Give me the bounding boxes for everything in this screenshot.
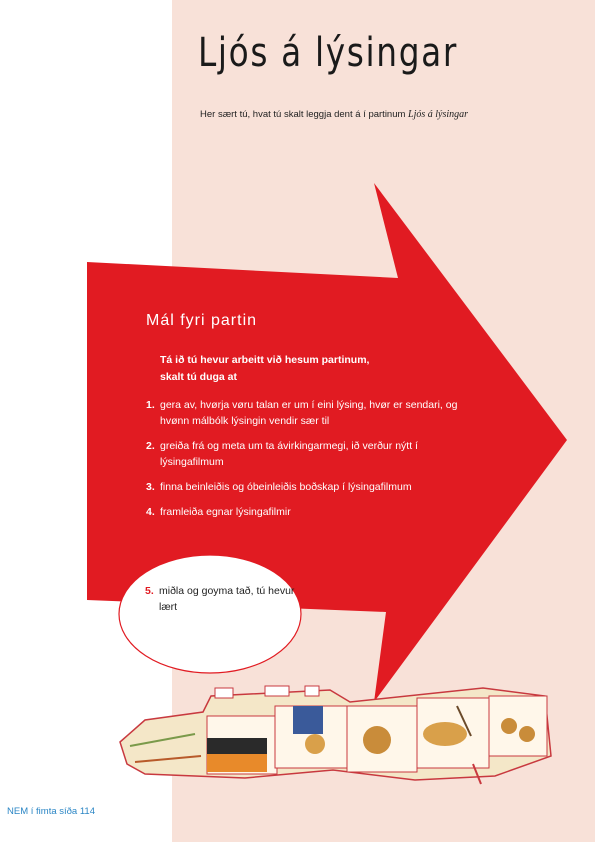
goal-text: gera av, hvørja vøru talan er um í eini lýsing, hvør er sendari, og hvønn málbólk lýsingin vendir sær til	[160, 399, 458, 427]
subtitle-text: Her sært tú, hvat tú skalt leggja dent á í partinum	[200, 109, 406, 120]
goal-number: 4.	[146, 506, 155, 518]
goal-text: framleiða egnar lýsingafilmir	[160, 506, 291, 518]
goal-item-5	[145, 583, 295, 615]
goal-number: 5.	[145, 585, 154, 597]
page-title: Ljós á lýsingar	[198, 30, 459, 76]
goal-number: 3.	[146, 481, 155, 493]
goal-number: 1.	[146, 399, 155, 411]
goal-list	[146, 397, 476, 529]
intro-line-1: Tá ið tú hevur arbeitt við hesum partinum,	[160, 354, 370, 366]
goal-item-4	[146, 504, 476, 520]
intro-line-2: skalt tú duga at	[160, 371, 238, 383]
goal-item-3	[146, 479, 476, 495]
section-intro	[160, 352, 369, 386]
goal-text: finna beinleiðis og óbeinleiðis boðskap í lýsingafilmum	[160, 481, 412, 493]
goal-number: 2.	[146, 440, 155, 452]
goal-item-2	[146, 438, 476, 470]
goal-item-1	[146, 397, 476, 429]
film-strip-illustration	[115, 676, 555, 786]
section-heading: Mál fyri partin	[146, 312, 258, 329]
subtitle-part-name: Ljós á lýsingar	[408, 109, 469, 120]
goal-text: greiða frá og meta um ta ávirkingarmegi, ið verður nýtt í lýsingafilmum	[160, 440, 418, 468]
page-footer: NEM í fimta síða 114	[7, 806, 95, 817]
goal-text: miðla og goyma tað, tú hevur lært	[159, 585, 295, 613]
